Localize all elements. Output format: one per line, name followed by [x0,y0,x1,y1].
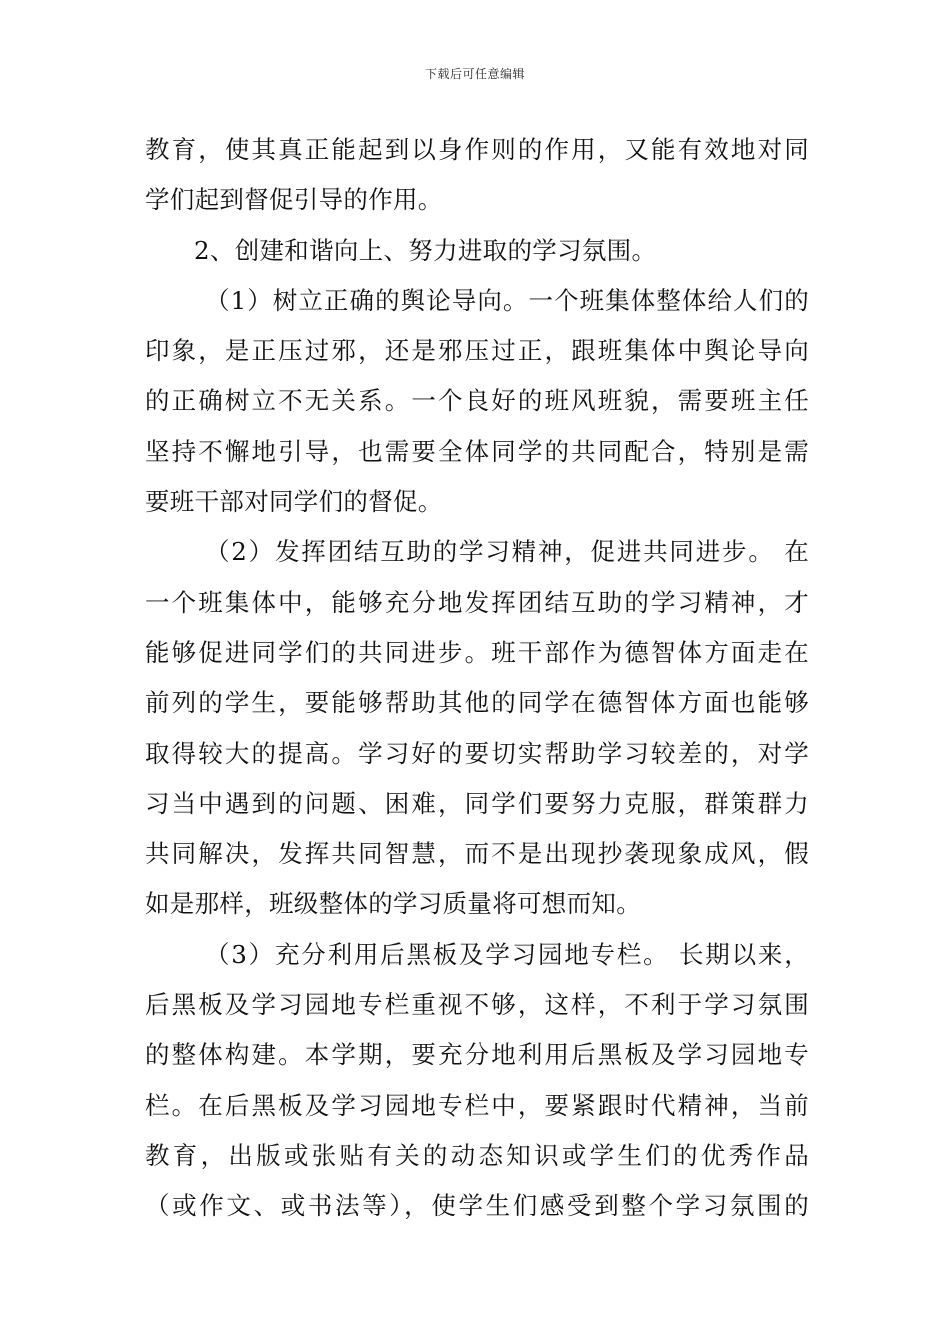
text-line: 能够促进同学们的共同进步。班干部作为德智体方面走在 [145,637,809,667]
text-line: （3）充分利用后黑板及学习园地专栏。 长期以来， [205,939,809,969]
text-line: 习当中遇到的问题、困难，同学们要努力克服，群策群力 [145,788,809,818]
text-line: 教育，出版或张贴有关的动态知识或学生们的优秀作品 [145,1140,809,1170]
text-line: 教育，使其真正能起到以身作则的作用，又能有效地对同 [145,135,809,164]
text-line: 栏。在后黑板及学习园地专栏中，要紧跟时代精神，当前 [145,1090,809,1120]
text-line: 如是那样，班级整体的学习质量将可想而知。 [145,889,641,919]
text-line: 共同解决，发挥共同智慧，而不是出现抄袭现象成风，假 [145,839,809,869]
text-line: 要班干部对同学们的督促。 [145,487,443,517]
text-line: 的正确树立不无关系。一个良好的班风班貌，需要班主任 [145,386,809,416]
text-line: 的整体构建。本学期，要充分地利用后黑板及学习园地专 [145,1040,809,1070]
text-line: 后黑板及学习园地专栏重视不够，这样，不利于学习氛围 [145,990,809,1020]
text-line: （或作文、或书法等），使学生们感受到整个学习氛围的 [145,1191,809,1221]
document-body [145,125,809,1232]
text-line: （2）发挥团结互助的学习精神，促进共同进步。 在 [205,537,809,567]
text-line: （1）树立正确的舆论导向。一个班集体整体给人们的 [205,285,809,315]
text-line: 取得较大的提高。学习好的要切实帮助学习较差的，对学 [145,738,809,768]
text-line: 一个班集体中，能够充分地发挥团结互助的学习精神，才 [145,587,809,617]
text-line: 坚持不懈地引导，也需要全体同学的共同配合，特别是需 [145,436,809,466]
section-heading: 2、创建和谐向上、努力进取的学习氛围。 [194,235,657,265]
text-line: 前列的学生，要能够帮助其他的同学在德智体方面也能够 [145,688,809,718]
text-line: 学们起到督促引导的作用。 [145,185,443,215]
page-header: 下载后可任意编辑 [424,67,525,81]
text-line: 印象，是正压过邪，还是邪压过正，跟班集体中舆论导向 [145,336,809,366]
